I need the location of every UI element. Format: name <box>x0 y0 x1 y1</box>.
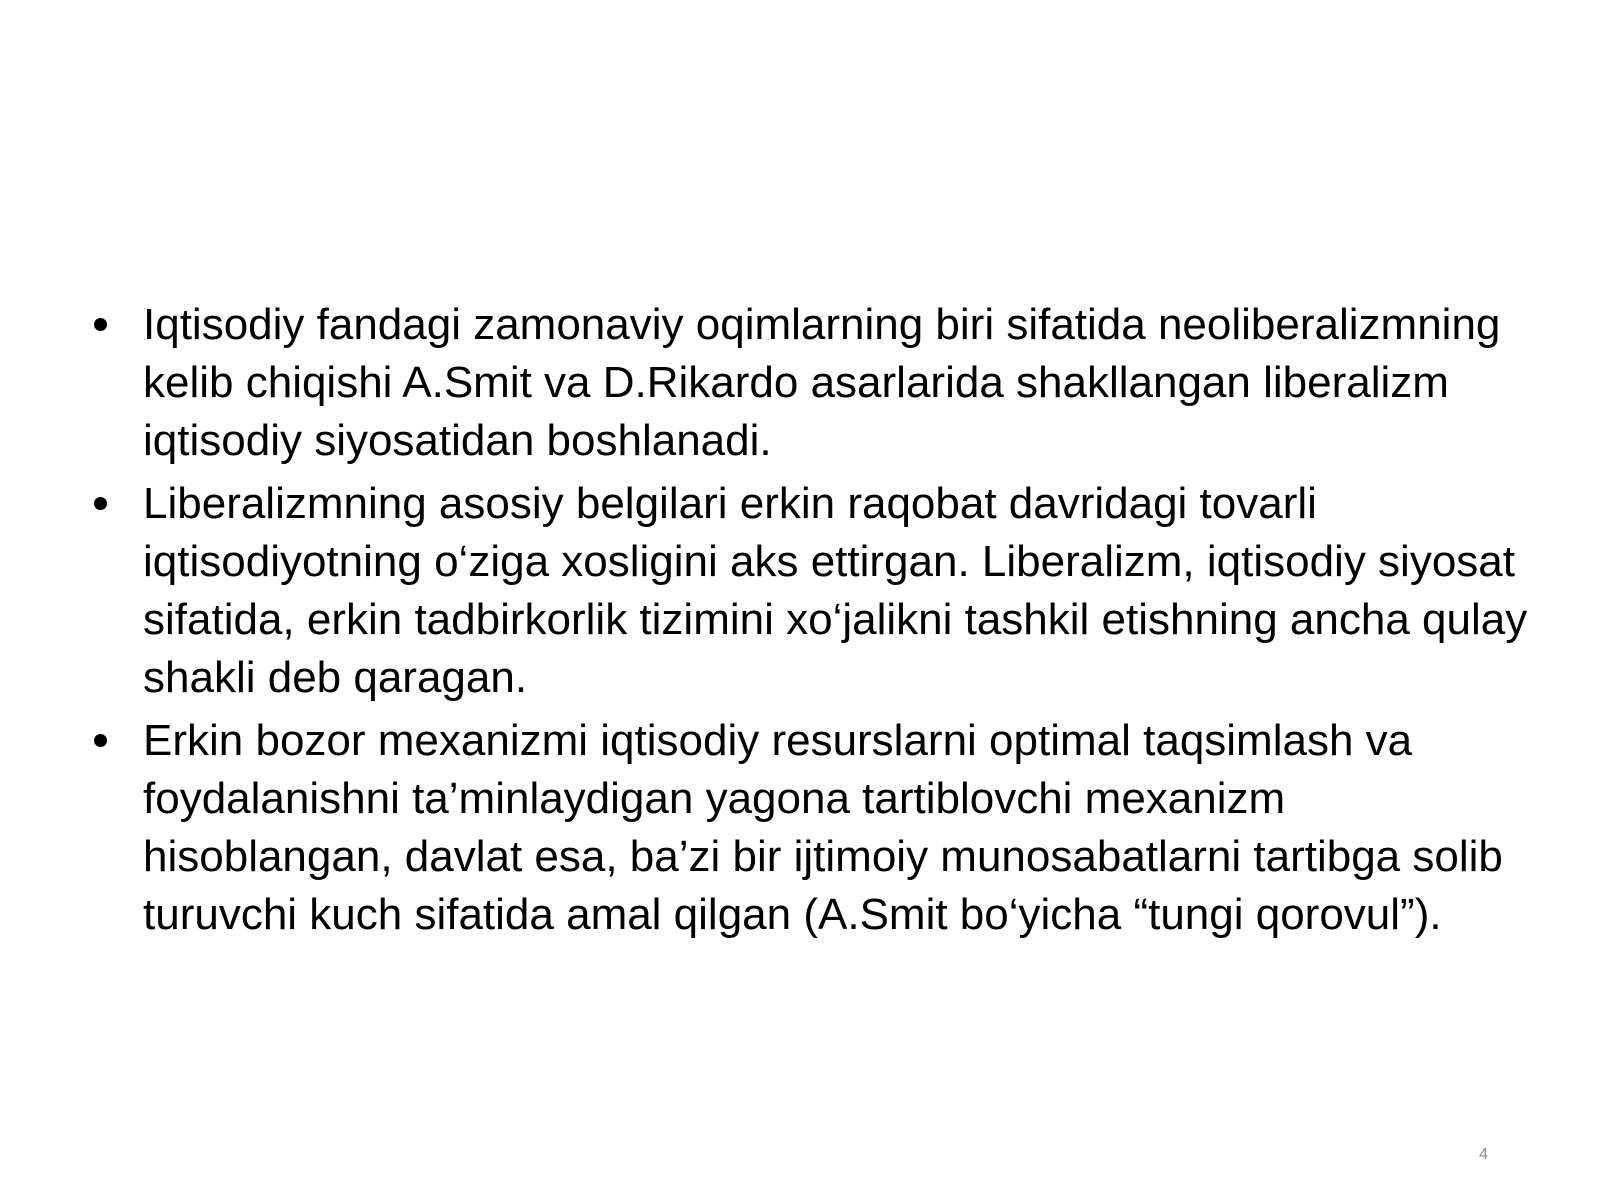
bullet-list <box>90 296 1530 949</box>
bullet-dot-icon <box>94 734 107 747</box>
bullet-text: Iqtisodiy fandagi zamonaviy oqimlarning biri sifatida neoliberalizmning kelib chiqishi A.Smit va D.Rikardo asarlarida shakllangan liberalizm iqtisodiy siyosatidan boshlanadi. <box>143 300 1501 465</box>
bullet-text: Liberalizmning asosiy belgilari erkin raqobat davridagi tovarli iqtisodiyotning o‘ziga xosligini aks ettirgan. Liberalizm, iqtisodiy siyosat sifatida, erkin tadbirkorlik tizimini xo‘jalikni tashkil etishning ancha qulay shakli deb qaragan. <box>143 479 1528 702</box>
bullet-dot-icon <box>94 318 107 331</box>
bullet-dot-icon <box>94 497 107 510</box>
bullet-item-1 <box>90 296 1530 470</box>
bullet-item-3 <box>90 712 1530 944</box>
bullet-item-2 <box>90 475 1530 707</box>
bullet-text: Erkin bozor mexanizmi iqtisodiy resurslarni optimal taqsimlash va foydalanishni ta’minlaydigan yagona tartiblovchi mexanizm hisoblangan, davlat esa, ba’zi bir ijtimoiy munosabatlarni tartibga solib turuvchi kuch sifatida amal qilgan (A.Smit bo‘yicha “tungi qorovul”). <box>143 716 1503 939</box>
page-number: 4 <box>1479 1146 1488 1163</box>
